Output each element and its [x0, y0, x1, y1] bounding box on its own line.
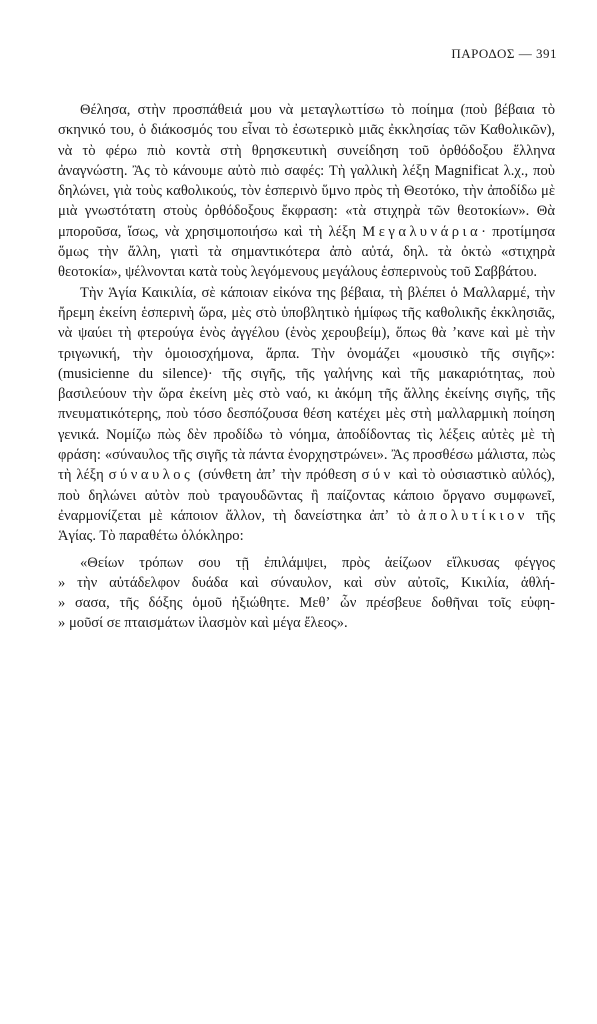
paragraph-2-text-after-2: καὶ τὸ οὐσιαστικὸ αὐλός), ποὺ δηλώνει αὐτὸν ποὺ τραγουδῶντας ἢ παίζοντας κάποιο ὄργανο συμφωνεῖ, ἐναρμονίζεται μὲ κάποιον ἄλλον, τὴ δανείστηκα ἀπʼ τὸ	[58, 467, 555, 524]
quote-line: «Θείων τρόπων σου τῇ ἐπιλάμψει, πρὸς ἀείζωον εἵλκυσας φέγγος	[80, 554, 555, 571]
paragraph-2	[58, 283, 555, 547]
paragraph-2-text-after-3: τῆς Ἁγίας. Τὸ παραθέτω ὁλόκληρο:	[58, 507, 555, 545]
paragraph-2-spaced-word-2: σύν	[361, 467, 394, 484]
quote-line: » μοῦσί σε πταισμάτων ἱλασμὸν καὶ μέγα ἔλεος».	[58, 615, 348, 632]
paragraph-2-spaced-word-3: ἀπολυτίκιον	[418, 507, 528, 524]
paragraph-1-text-after: · προτίμησα ὅμως τὴν ἄλλη, γιατὶ τὰ σημαντικότερα ἀπὸ αὐτά, δηλ. τὰ ὀκτὼ «στιχηρὰ θεοτοκία», ψέλνονται κατὰ τοὺς λεγόμενους μεγάλους ἑσπερινοὺς τοῦ Σαββάτου.	[58, 223, 556, 281]
quoted-hymn	[58, 553, 555, 634]
paragraph-2-text: Τὴν Ἁγία Καικιλία, σὲ κάποιαν εἰκόνα της βέβαια, τὴ βλέπει ὁ Μαλλαρμέ, τὴν ἤρεμη ἐκείνη ἑσπερινὴ ὥρα, μὲς στὸ ὑποβλητικὸ ἡμίφως τῆς καθολικῆς ἐκκλησιᾶς, νὰ ψαύει τὴ φτερούγα ἑνὸς ἀγγέλου (ἑνὸς χερουβείμ), ὅπως θὰ ʼκανε καὶ μὲ τὴν τριγωνική, τὴν ὁμοιοσχήμονα, ἅρπα. Τὴν ὀνομάζει «μουσικὸ τῆς σιγῆς»: (musicienne du silence)· τῆς σιγῆς, τῆς γαλήνης καὶ τῆς μακαριότητας, ποὺ βασιλεύουν τὴν ὥρα ἐκείνη μὲς στὸ ναό, κι ἀκόμη τῆς ἄλλης ἐκείνης σιγῆς, τῆς πνευματικότερης, ποὺ τόσο δεσπόζουσα θέση κατέχει μὲς στὴ μαλλαρμικὴ ποίηση γενικά. Νομίζω πὼς δὲν προδίδω τὸ νόημα, ἀποδίδοντας τὶς λέξεις αὐτὲς μὲ τὴ φράση: «σύναυλος τῆς σιγῆς τὰ πάντα ἐνορχηστρώνει». Ἂς προσθέσω μάλιστα, πὼς τὴ λέξη	[58, 284, 555, 484]
quote-line: » σασα, τῆς δόξης ὁμοῦ ἠξιώθητε. Μεθʼ ὧν πρέσβευε δοθῆναι τοῖς εὐφη-	[58, 595, 555, 612]
paragraph-1-spaced-word: Μεγαλυνάρια	[362, 223, 482, 240]
paragraph-2-text-after: (σύνθετη ἀπʼ τὴν πρόθεση	[198, 467, 357, 484]
body-text	[58, 100, 555, 634]
paragraph-1	[58, 100, 555, 283]
running-head: ΠΑΡΟΔΟΣ — 391	[451, 46, 557, 61]
quote-line: » τὴν αὐτάδελφον δυάδα καὶ σύναυλον, καὶ σὺν αὐτοῖς, Κικιλία, ἀθλή-	[58, 574, 555, 591]
paragraph-2-spaced-word: σύναυλος	[108, 467, 194, 484]
paragraph-1-text: Θέλησα, στὴν προσπάθειά μου νὰ μεταγλωττίσω τὸ ποίημα (ποὺ βέβαια τὸ σκηνικό του, ὁ διάκοσμός του εἶναι τὸ ἐσωτερικὸ μιᾶς ἐκκλησίας τῶν Καθολικῶν), νὰ τὸ φέρω πιὸ κοντὰ στὴ θρησκευτικὴ συνείδηση τοῦ ὀρθόδοξου ἕλληνα ἀναγνώστη. Ἂς τὸ κάνουμε αὐτὸ πιὸ σαφές: Τὴ γαλλικὴ λέξη Magnificat λ.χ., ποὺ δηλώνει, γιὰ τοὺς καθολικούς, τὸν ἑσπερινὸ ὕμνο πρὸς τὴ Θεοτόκο, τὴν ἀποδίδω μὲ μιὰ γνωστότατη στοὺς ὀρθόδοξους ἔκφραση: «τὰ στιχηρὰ τῶν θεοτοκίων». Θὰ μποροῦσα, ἴσως, νὰ χρησιμοποιήσω καὶ τὴ λέξη	[58, 102, 555, 240]
